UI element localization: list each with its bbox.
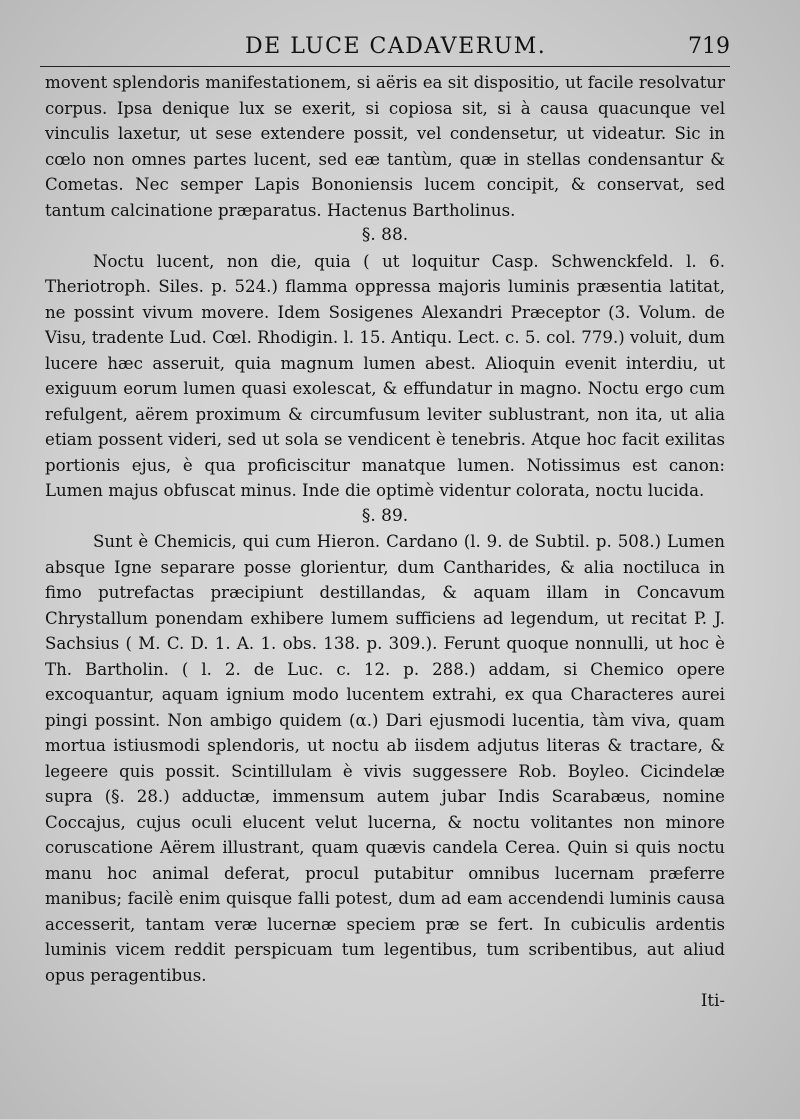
paragraph-continuation: movent splendoris manifestationem, si aëris ea sit dispositio, ut facile resolvatur corpus. Ipsa denique lux se exerit, si copiosa sit, si à causa quacunque vel vinculis laxetur, ut sese extendere possit, vel condensetur, ut videatur. Sic in cœlo non omnes partes lucent, sed eæ tantùm, quæ in stellas condensantur & Cometas. Nec semper Lapis Bononiensis lucem concipit, & conservat, sed tantum calcinatione præparatus. Hactenus Bartholinus. [45,73,725,220]
page-header [40,30,730,67]
paragraph-88: Noctu lucent, non die, quia ( ut loquitur Casp. Schwenckfeld. l. 6. Theriotroph. Siles. p. 524.) flamma oppressa majoris luminis præsentia latitat, ne possint vivum movere. Idem Sosigenes Alexandri Præceptor (3. Volum. de Visu, tradente Lud. Cœl. Rhodigin. l. 15. Antiqu. Lect. c. 5. col. 779.) voluit, dum lucere hæc asseruit, quia magnum lumen abest. Alioquin evenit interdiu, ut exiguum eorum lumen quasi exolescat, & effundatur in magno. Noctu ergo cum refulgent, aërem proximum & circumfusum leviter sublustrant, non ita, ut alia etiam possent videri, sed ut sola se vendicent è tenebris. Atque hoc facit exilitas portionis ejus, è qua proficiscitur manatque lumen. Notissimus est canon: Lumen majus obfuscat minus. Inde die optimè videntur colorata, noctu lucida. [45,251,725,500]
running-title: DE LUCE CADAVERUM. [245,34,547,59]
catchword: Iti- [700,991,725,1010]
paragraph-89: Sunt è Chemicis, qui cum Hieron. Cardano (l. 9. de Subtil. p. 508.) Lumen absque Igne separare posse glorientur, dum Cantharides, & alia noctiluca in fimo putrefactas præcipiunt destillandas, & aquam illam in Concavum Chrystallum ponendam exhibere lumem sufficiens ad legendum, ut recitat P. J. Sachsius ( M. C. D. 1. A. 1. obs. 138. p. 309.). Ferunt quoque nonnulli, ut hoc è Th. Bartholin. ( l. 2. de Luc. c. 12. p. 288.) addam, si Chemico opere excoquantur, aquam ignium modo lucentem extrahi, ex qua Characteres aurei pingi possint. Non ambigo quidem (α.) Dari ejusmodi lucentia, tàm viva, quam mortua istiusmodi splendoris, ut noctu ab iisdem adjutus literas & tractare, & legeere quis possit. Scintillulam è vivis suggessere Rob. Boyleo. Cicindelæ supra (§. 28.) adductæ, immensum autem jubar Indis Scarabæus, nomine Coccajus, cujus oculi elucent velut lucerna, & noctu volitantes non minore coruscatione Aërem illustrant, quam quævis candela Cerea. Quin si quis noctu manu hoc animal deferat, procul putabitur omnibus lucernam præferre manibus; facilè enim quisque falli potest, dum ad eam accendendi luminis causa accesserit, tantam veræ lucernæ speciem præ se fert. In cubiculis ardentis luminis vicem reddit perspicuam tum legentibus, tum scribentibus, aut aliud opus peragentibus. [45,532,725,985]
section-heading-89: §. 89. [361,505,409,526]
body-text [45,70,725,1014]
section-heading-88: §. 88. [361,225,409,245]
page-number: 719 [688,34,730,59]
